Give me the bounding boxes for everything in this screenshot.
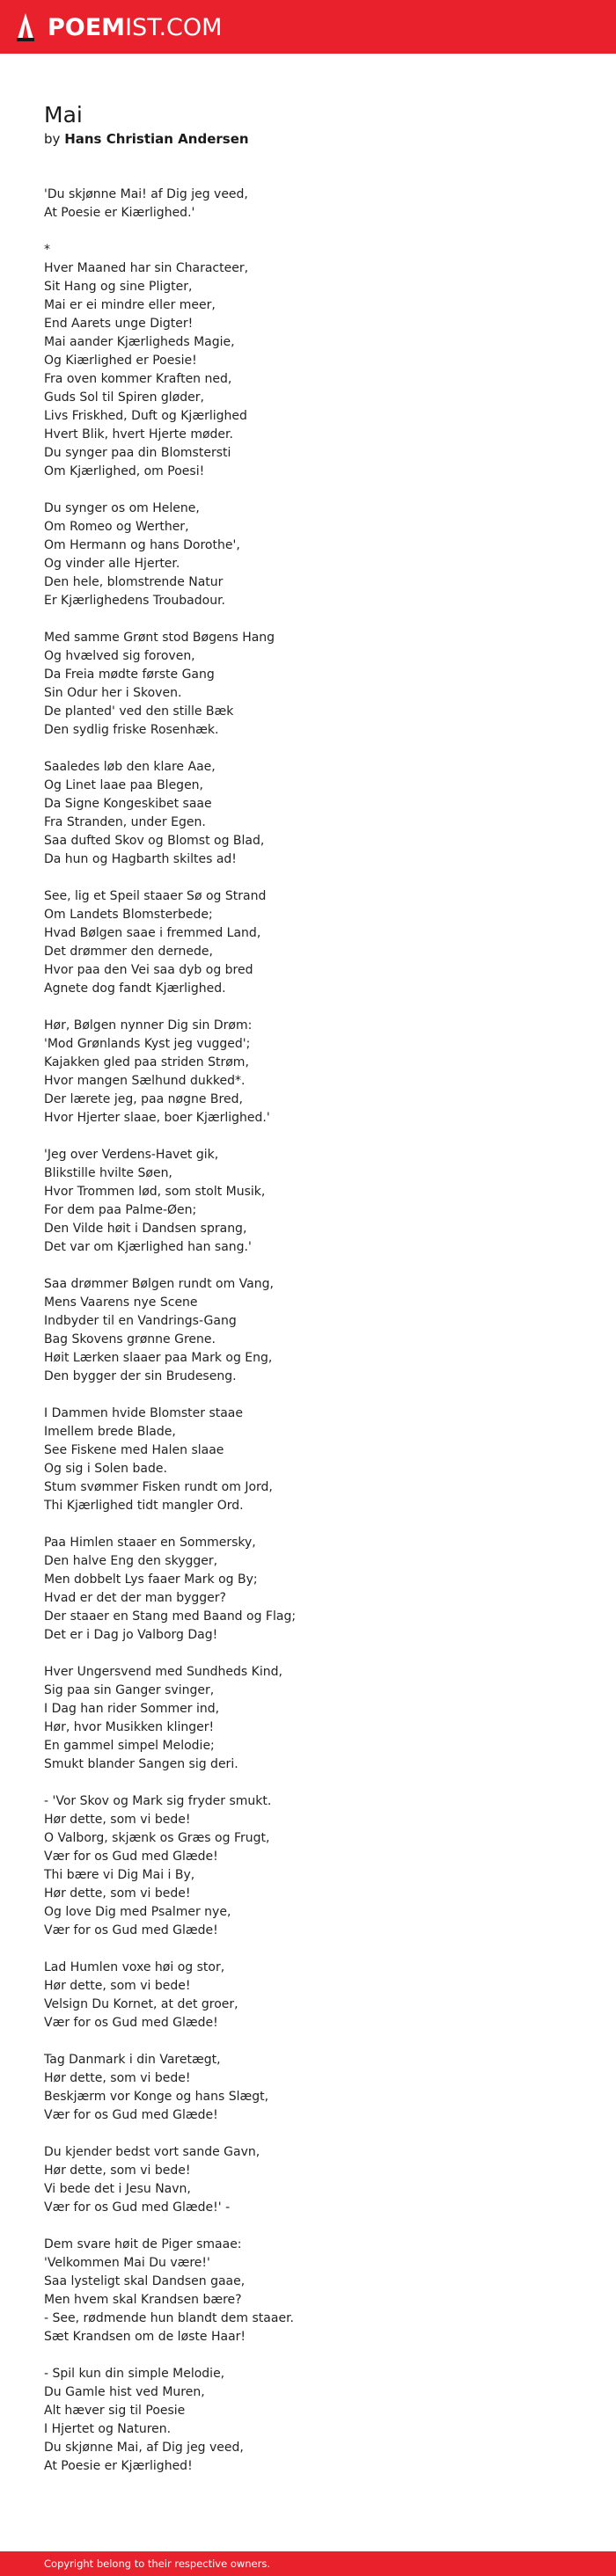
poem-line: Mai aander Kjærligheds Magie, xyxy=(44,335,235,349)
poem-line: Om Romeo og Werther, xyxy=(44,520,189,534)
poem-line: Men dobbelt Lys faaer Mark og By; xyxy=(44,1573,258,1587)
poem-line: Det var om Kjærlighed han sang.' xyxy=(44,1240,252,1254)
poem-line: Om Hermann og hans Dorothe', xyxy=(44,538,240,552)
stanza xyxy=(44,2051,590,2125)
poem-line: 'Mod Grønlands Kyst jeg vugged'; xyxy=(44,1037,251,1051)
poem-line: Mai er ei mindre eller meer, xyxy=(44,298,216,312)
poem-line: Med samme Grønt stod Bøgens Hang xyxy=(44,631,275,645)
poem-line: Hver Maaned har sin Characteer, xyxy=(44,261,249,275)
poem-line: Du Gamle hist ved Muren, xyxy=(44,2385,205,2399)
poem-line: Smukt blander Sangen sig deri. xyxy=(44,1757,238,1771)
poem-line: Hvor Trommen lød, som stolt Musik, xyxy=(44,1185,266,1199)
logo-text-bold: POEM xyxy=(48,13,126,41)
stanza xyxy=(44,1534,590,1645)
poem-line: Vær for os Gud med Glæde!' - xyxy=(44,2200,231,2215)
poem-title: Mai xyxy=(44,102,83,128)
poem-line: I Dammen hvide Blomster staae xyxy=(44,1406,244,1420)
site-header xyxy=(0,0,616,54)
poem-line: Beskjærm vor Konge og hans Slægt, xyxy=(44,2090,269,2104)
poem-line: Hvad Bølgen saae i fremmed Land, xyxy=(44,926,261,940)
poem-line: Og sig i Solen bade. xyxy=(44,1462,167,1476)
poem-line: At Poesie er Kiærlighed.' xyxy=(44,206,195,220)
poem-line: Og Linet laae paa Blegen, xyxy=(44,778,204,792)
stanza xyxy=(44,1275,590,1386)
poem-line: Høit Lærken slaaer paa Mark og Eng, xyxy=(44,1351,273,1365)
stanza xyxy=(44,1405,590,1515)
poem-line: Hør dette, som vi bede! xyxy=(44,1813,191,1827)
poem-line: Men hvem skal Krandsen bære? xyxy=(44,2293,242,2307)
poem-line: Den bygger der sin Brudeseng. xyxy=(44,1369,237,1383)
poem-line: Tag Danmark i din Varetægt, xyxy=(44,2053,221,2067)
poem-line: O Valborg, skjænk os Græs og Frugt, xyxy=(44,1831,270,1845)
stanza xyxy=(44,500,590,610)
poem-line: Vi bede det i Jesu Navn, xyxy=(44,2182,191,2196)
poem-line: Guds Sol til Spiren gløder, xyxy=(44,390,204,405)
poem-line: - Spil kun din simple Melodie, xyxy=(44,2367,225,2381)
stanza xyxy=(44,2365,590,2476)
poem-line: Hør dette, som vi bede! xyxy=(44,1886,191,1901)
poem-line: Hvor paa den Vei saa dyb og bred xyxy=(44,963,253,977)
stanza xyxy=(44,887,590,998)
poem-line: Hvor mangen Sælhund dukked*. xyxy=(44,1074,246,1088)
poem-line: See, lig et Speil staaer Sø og Strand xyxy=(44,889,267,903)
poem-line: 'Du skjønne Mai! af Dig jeg veed, xyxy=(44,187,248,201)
poem-line: De planted' ved den stille Bæk xyxy=(44,704,234,719)
poem-line: Hør, Bølgen nynner Dig sin Drøm: xyxy=(44,1018,253,1033)
poem-line: Og vinder alle Hjerter. xyxy=(44,557,180,571)
site-footer xyxy=(0,2551,616,2576)
byline-prefix: by xyxy=(44,131,61,147)
poem-line: Den sydlig friske Rosenhæk. xyxy=(44,723,219,737)
poem-container xyxy=(44,101,590,2494)
poem-line: Dem svare høit de Piger smaae: xyxy=(44,2237,242,2251)
stanza xyxy=(44,758,590,869)
stanza xyxy=(44,1663,590,1774)
poem-line: Og Kiærlighed er Poesie! xyxy=(44,354,197,368)
stanza xyxy=(44,1959,590,2032)
poem-line: Fra Stranden, under Egen. xyxy=(44,815,206,829)
poem-line: Er Kjærlighedens Troubadour. xyxy=(44,594,225,608)
poem-line: Du synger paa din Blomstersti xyxy=(44,446,231,460)
poem-line: I Dag han rider Sommer ind, xyxy=(44,1702,220,1716)
stanza xyxy=(44,629,590,740)
poem-byline xyxy=(44,129,590,149)
poem-line: Saa lysteligt skal Dandsen gaae, xyxy=(44,2274,246,2288)
poem-line: Da hun og Hagbarth skiltes ad! xyxy=(44,852,237,866)
poem-line: Du synger os om Helene, xyxy=(44,501,200,515)
poem-line: Du kjender bedst vort sande Gavn, xyxy=(44,2145,260,2159)
poem-line: Hvad er det der man bygger? xyxy=(44,1591,226,1605)
poem-line: Fra oven kommer Kraften ned, xyxy=(44,372,232,386)
poem-line: Agnete dog fandt Kjærlighed. xyxy=(44,982,226,996)
poem-line: En gammel simpel Melodie; xyxy=(44,1739,215,1753)
stanza xyxy=(44,1792,590,1940)
poem-line: - See, rødmende hun blandt dem staaer. xyxy=(44,2311,294,2325)
poem-line: Hvor Hjerter slaae, boer Kjærlighed.' xyxy=(44,1111,270,1125)
poem-line: Stum svømmer Fisken rundt om Jord, xyxy=(44,1480,273,1494)
poem-line: Den Vilde høit i Dandsen sprang, xyxy=(44,1222,247,1236)
poem-line: Og love Dig med Psalmer nye, xyxy=(44,1905,231,1919)
poem-line: Hør, hvor Musikken klinger! xyxy=(44,1720,215,1734)
poem-line: Sæt Krandsen om de løste Haar! xyxy=(44,2330,246,2344)
stanza xyxy=(44,1017,590,1127)
copyright-text: Copyright belong to their respective owners. xyxy=(44,2558,271,2570)
poem-body xyxy=(44,186,590,2476)
poem-line: Kajakken gled paa striden Strøm, xyxy=(44,1055,249,1069)
poem-line: * xyxy=(44,243,50,257)
poem-line: Sin Odur her i Skoven. xyxy=(44,686,182,700)
poem-line: Og hvælved sig foroven, xyxy=(44,649,195,663)
poem-line: For dem paa Palme-Øen; xyxy=(44,1203,197,1217)
logo-text-light: IST.COM xyxy=(125,13,223,41)
poem-line: Thi bære vi Dig Mai i By, xyxy=(44,1868,195,1882)
stanza xyxy=(44,2236,590,2346)
poem-line: Der staaer en Stang med Baand og Flag; xyxy=(44,1609,297,1624)
poem-line: Det er i Dag jo Valborg Dag! xyxy=(44,1628,218,1642)
pen-nib-icon xyxy=(16,12,35,42)
poem-line: Hør dette, som vi bede! xyxy=(44,2164,191,2178)
poem-line: Mens Vaarens nye Scene xyxy=(44,1295,198,1310)
poem-line: Lad Humlen voxe høi og stor, xyxy=(44,1960,225,1974)
stanza xyxy=(44,186,590,223)
poem-line: Vær for os Gud med Glæde! xyxy=(44,2108,218,2122)
poem-line: Vær for os Gud med Glæde! xyxy=(44,2016,218,2030)
poem-line: Indbyder til en Vandrings-Gang xyxy=(44,1314,237,1328)
poem-line: Saaledes løb den klare Aae, xyxy=(44,760,216,774)
poem-line: Paa Himlen staaer en Sommersky, xyxy=(44,1536,256,1550)
poem-line: Sig paa sin Ganger svinger, xyxy=(44,1683,215,1697)
poem-line: Thi Kjærlighed tidt mangler Ord. xyxy=(44,1499,244,1513)
poem-line: Hør dette, som vi bede! xyxy=(44,2071,191,2085)
poem-line: End Aarets unge Digter! xyxy=(44,317,194,331)
poem-line: Sit Hang og sine Pligter, xyxy=(44,280,193,294)
poem-line: - 'Vor Skov og Mark sig fryder smukt. xyxy=(44,1794,272,1808)
poem-line: Da Signe Kongeskibet saae xyxy=(44,797,212,811)
poem-line: Imellem brede Blade, xyxy=(44,1425,176,1439)
poem-line: Der lærete jeg, paa nøgne Bred, xyxy=(44,1092,243,1106)
poem-line: Blikstille hvilte Søen, xyxy=(44,1166,172,1180)
poem-line: Den halve Eng den skygger, xyxy=(44,1554,218,1568)
site-logo-link[interactable] xyxy=(16,9,222,46)
poem-line: Det drømmer den dernede, xyxy=(44,945,213,959)
poem-line: 'Jeg over Verdens-Havet gik, xyxy=(44,1148,219,1162)
poem-line: At Poesie er Kjærlighed! xyxy=(44,2459,193,2473)
poem-line: Saa dufted Skov og Blomst og Blad, xyxy=(44,834,265,848)
poem-line: Den hele, blomstrende Natur xyxy=(44,575,224,589)
poem-line: Om Kjærlighed, om Poesi! xyxy=(44,464,205,478)
poem-line: Alt hæver sig til Poesie xyxy=(44,2404,186,2418)
poem-line: 'Velkommen Mai Du være!' xyxy=(44,2256,210,2270)
poem-line: Vær for os Gud med Glæde! xyxy=(44,1850,218,1864)
poem-line: Livs Friskhed, Duft og Kjærlighed xyxy=(44,409,247,423)
site-logo-text xyxy=(48,13,223,41)
poem-line: Velsign Du Kornet, at det groer, xyxy=(44,1997,238,2011)
poem-line: See Fiskene med Halen slaae xyxy=(44,1443,224,1457)
author-link[interactable]: Hans Christian Andersen xyxy=(64,131,249,147)
stanza xyxy=(44,2143,590,2217)
poem-line: Du skjønne Mai, af Dig jeg veed, xyxy=(44,2441,244,2455)
poem-line: Da Freia mødte første Gang xyxy=(44,668,215,682)
poem-line: Om Landets Blomsterbede; xyxy=(44,908,213,922)
poem-line: Hør dette, som vi bede! xyxy=(44,1979,191,1993)
poem-line: Hvert Blik, hvert Hjerte møder. xyxy=(44,427,233,441)
poem-line: Vær for os Gud med Glæde! xyxy=(44,1923,218,1937)
stanza xyxy=(44,1146,590,1257)
poem-line: I Hjertet og Naturen. xyxy=(44,2422,172,2436)
poem-line: Saa drømmer Bølgen rundt om Vang, xyxy=(44,1277,274,1291)
stanza xyxy=(44,241,590,481)
poem-line: Bag Skovens grønne Grene. xyxy=(44,1332,216,1346)
poem-line: Hver Ungersvend med Sundheds Kind, xyxy=(44,1665,282,1679)
